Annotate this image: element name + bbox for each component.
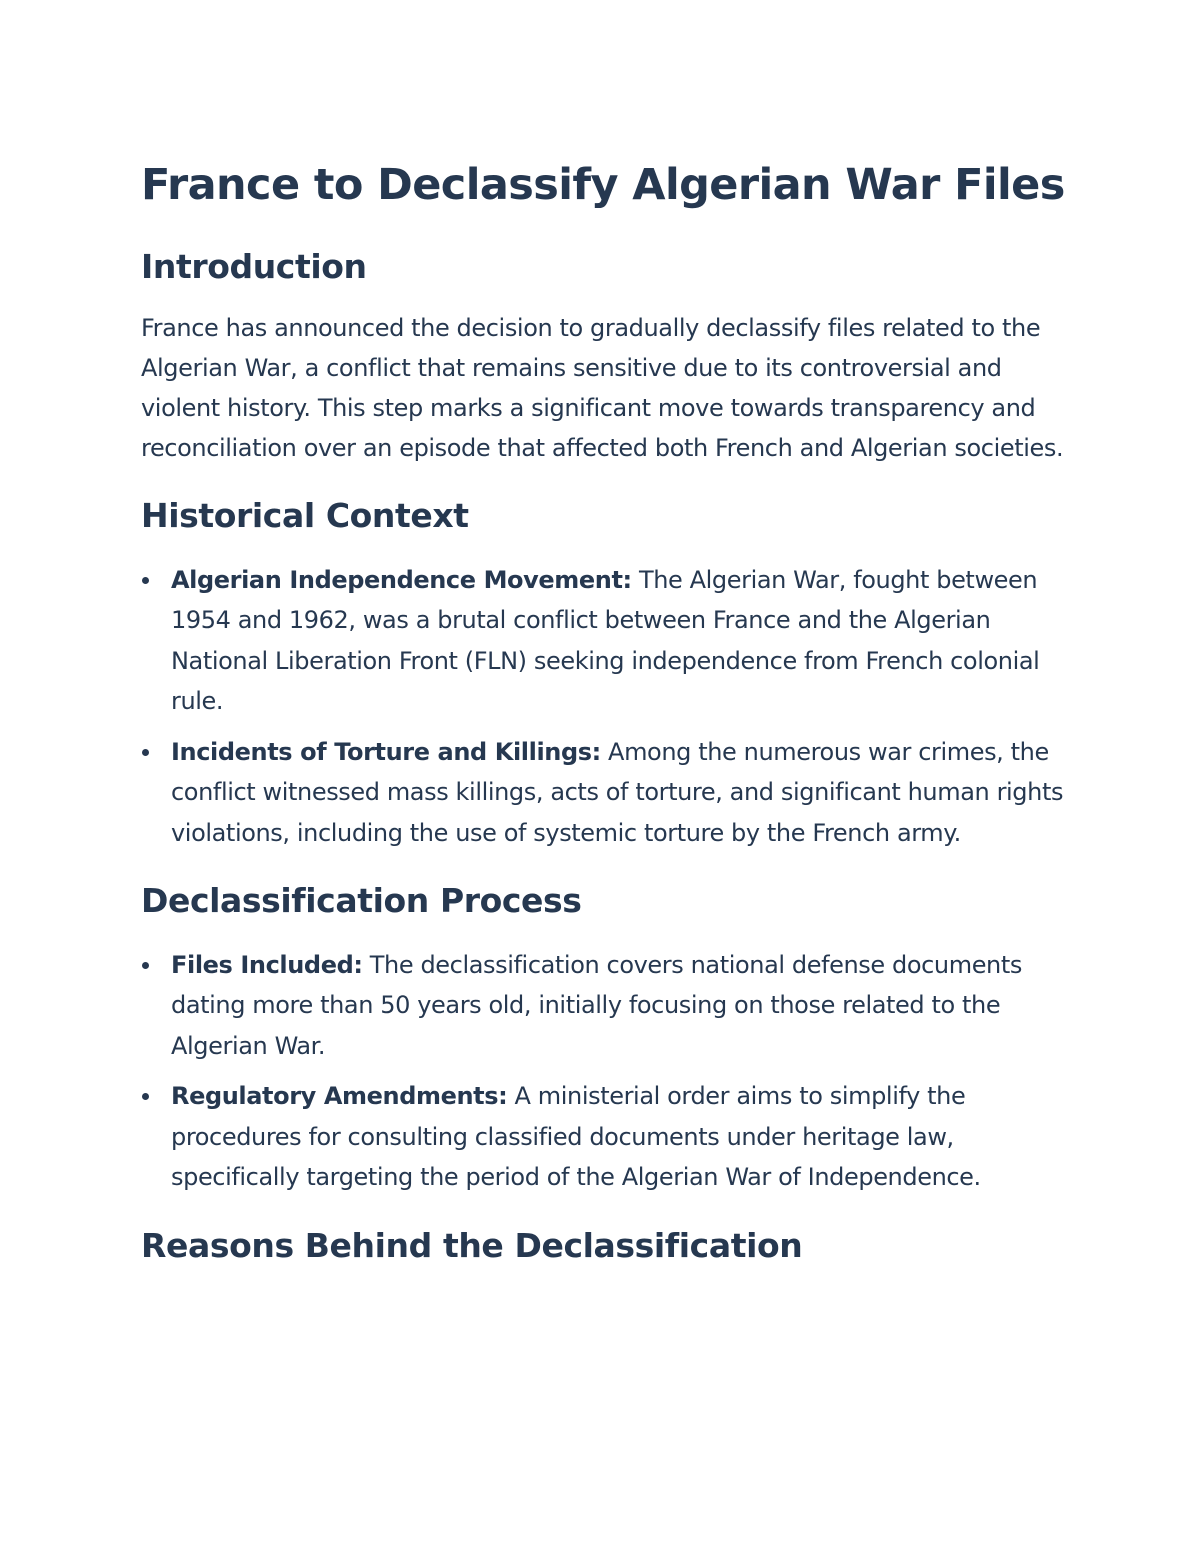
declassification-process-list <box>141 945 1066 1198</box>
document-title: France to Declassify Algerian War Files <box>141 160 1065 210</box>
list-item-term: Regulatory Amendments: <box>171 1082 508 1111</box>
list-item <box>171 1076 1066 1198</box>
declassification-process-heading: Declassification Process <box>141 881 582 921</box>
list-item-text: A ministerial order aims to simplify the procedures for consulting classified documents under heritage law, specifically targeting the period of the Algerian War of Independence. <box>171 1082 981 1192</box>
historical-context-list <box>141 560 1066 854</box>
introduction-heading: Introduction <box>141 246 367 286</box>
list-item-text: The declassification covers national defense documents dating more than 50 years old, initially focusing on those related to the Algerian War. <box>171 950 1022 1060</box>
list-item-term: Algerian Independence Movement: <box>171 565 632 594</box>
list-item-term: Incidents of Torture and Killings: <box>171 737 601 766</box>
introduction-paragraph: France has announced the decision to gradually declassify files related to the Algerian War, a conflict that remains sensitive due to its controversial and violent history. This step marks a significant move towards transparency and reconciliation over an episode that affected both French and Algerian societies. <box>141 314 1064 463</box>
list-item <box>171 945 1066 1067</box>
list-item <box>171 560 1066 722</box>
list-item-text: The Algerian War, fought between 1954 and 1962, was a brutal conflict between France and the Algerian National Liberation Front (FLN) seeking independence from French colonial rule. <box>171 565 1040 716</box>
list-item <box>171 732 1066 854</box>
list-item-text: Among the numerous war crimes, the conflict witnessed mass killings, acts of torture, and significant human rights violations, including the use of systemic torture by the French army. <box>171 737 1064 847</box>
historical-context-heading: Historical Context <box>141 496 469 536</box>
document-page <box>141 160 1066 1265</box>
reasons-heading: Reasons Behind the Declassification <box>141 1225 803 1265</box>
list-item-term: Files Included: <box>171 950 363 979</box>
